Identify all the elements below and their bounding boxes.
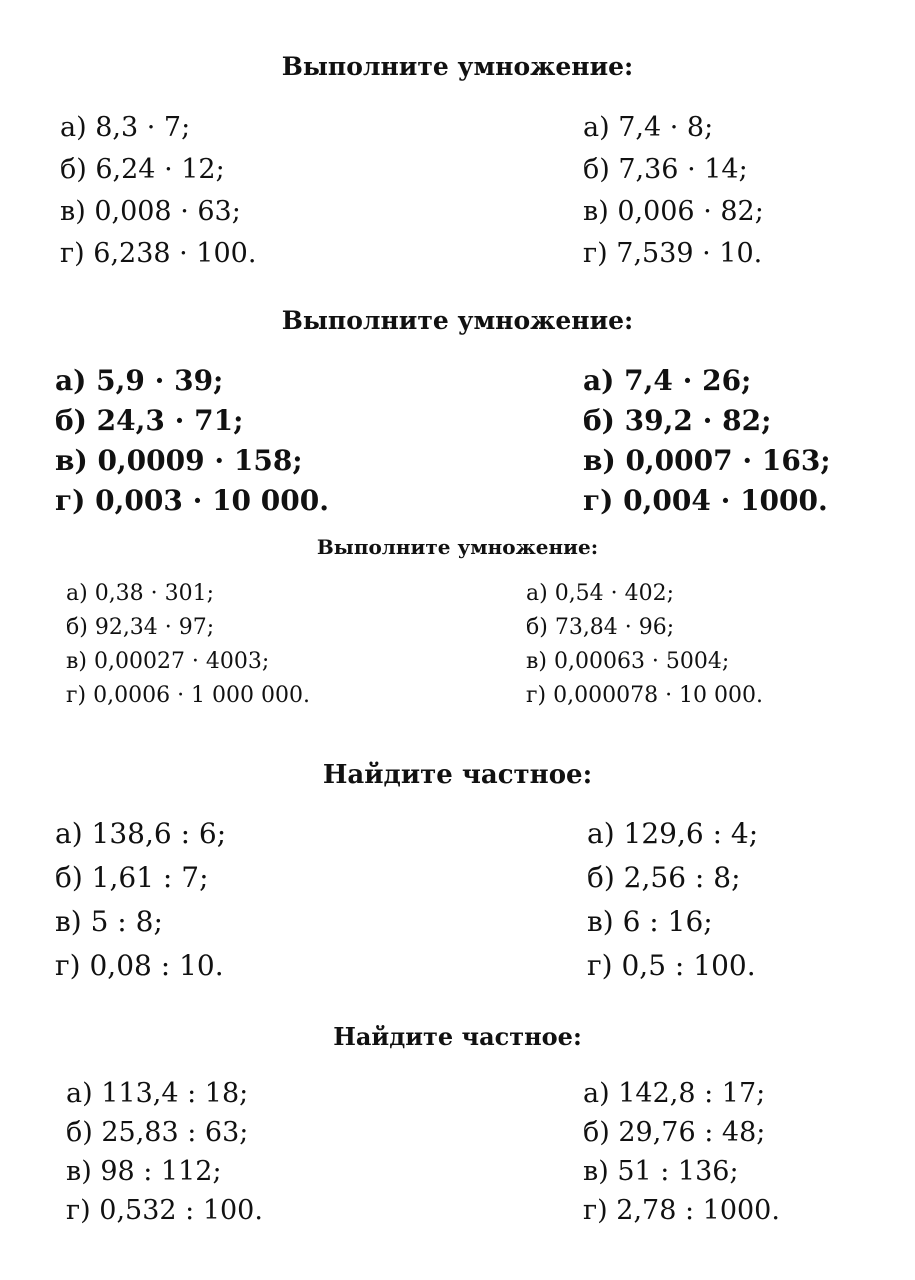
exercise-item: в) 0,006 · 82; xyxy=(583,196,764,227)
exercise-item: г) 0,004 · 1000. xyxy=(583,484,828,517)
exercise-item: б) 29,76 : 48; xyxy=(583,1117,766,1148)
exercise-item: г) 6,238 · 100. xyxy=(60,238,257,269)
exercise-item: г) 0,532 : 100. xyxy=(66,1195,263,1226)
exercise-item: в) 0,00027 · 4003; xyxy=(66,649,270,674)
exercise-item: а) 138,6 : 6; xyxy=(55,817,227,850)
exercise-item: в) 6 : 16; xyxy=(587,905,713,938)
exercise-item: г) 0,003 · 10 000. xyxy=(55,484,329,517)
exercise-heading: Найдите частное: xyxy=(333,1022,582,1051)
exercise-item: а) 0,38 · 301; xyxy=(66,581,215,606)
exercise-item: а) 5,9 · 39; xyxy=(55,364,224,397)
exercise-item: б) 1,61 : 7; xyxy=(55,861,209,894)
exercise-heading: Выполните умножение: xyxy=(316,535,599,559)
exercise-item: а) 113,4 : 18; xyxy=(66,1078,249,1109)
exercise-item: б) 73,84 · 96; xyxy=(526,615,675,640)
exercise-item: г) 7,539 · 10. xyxy=(583,238,763,269)
exercise-item: а) 7,4 · 8; xyxy=(583,112,714,143)
exercise-item: б) 7,36 · 14; xyxy=(583,154,748,185)
exercise-item: б) 92,34 · 97; xyxy=(66,615,215,640)
exercise-item: а) 129,6 : 4; xyxy=(587,817,759,850)
exercise-item: в) 0,008 · 63; xyxy=(60,196,241,227)
exercise-item: б) 6,24 · 12; xyxy=(60,154,225,185)
exercise-item: в) 0,00063 · 5004; xyxy=(526,649,730,674)
exercise-heading: Выполните умножение: xyxy=(281,52,634,81)
exercise-item: г) 2,78 : 1000. xyxy=(583,1195,780,1226)
exercise-heading: Найдите частное: xyxy=(322,760,593,790)
exercise-item: б) 2,56 : 8; xyxy=(587,861,741,894)
exercise-item: в) 0,0009 · 158; xyxy=(55,444,303,477)
exercise-item: б) 39,2 · 82; xyxy=(583,404,772,437)
exercise-item: а) 0,54 · 402; xyxy=(526,581,675,606)
exercise-heading: Выполните умножение: xyxy=(281,306,634,335)
exercise-item: в) 5 : 8; xyxy=(55,905,163,938)
exercise-item: в) 51 : 136; xyxy=(583,1156,739,1187)
exercise-item: в) 98 : 112; xyxy=(66,1156,222,1187)
exercise-item: б) 25,83 : 63; xyxy=(66,1117,249,1148)
exercise-item: в) 0,0007 · 163; xyxy=(583,444,831,477)
exercise-item: г) 0,5 : 100. xyxy=(587,949,756,982)
exercise-item: а) 142,8 : 17; xyxy=(583,1078,766,1109)
exercise-item: а) 8,3 · 7; xyxy=(60,112,191,143)
exercise-item: а) 7,4 · 26; xyxy=(583,364,752,397)
exercise-item: б) 24,3 · 71; xyxy=(55,404,244,437)
exercise-item: г) 0,08 : 10. xyxy=(55,949,224,982)
exercise-item: г) 0,0006 · 1 000 000. xyxy=(66,683,311,708)
exercise-item: г) 0,000078 · 10 000. xyxy=(526,683,764,708)
